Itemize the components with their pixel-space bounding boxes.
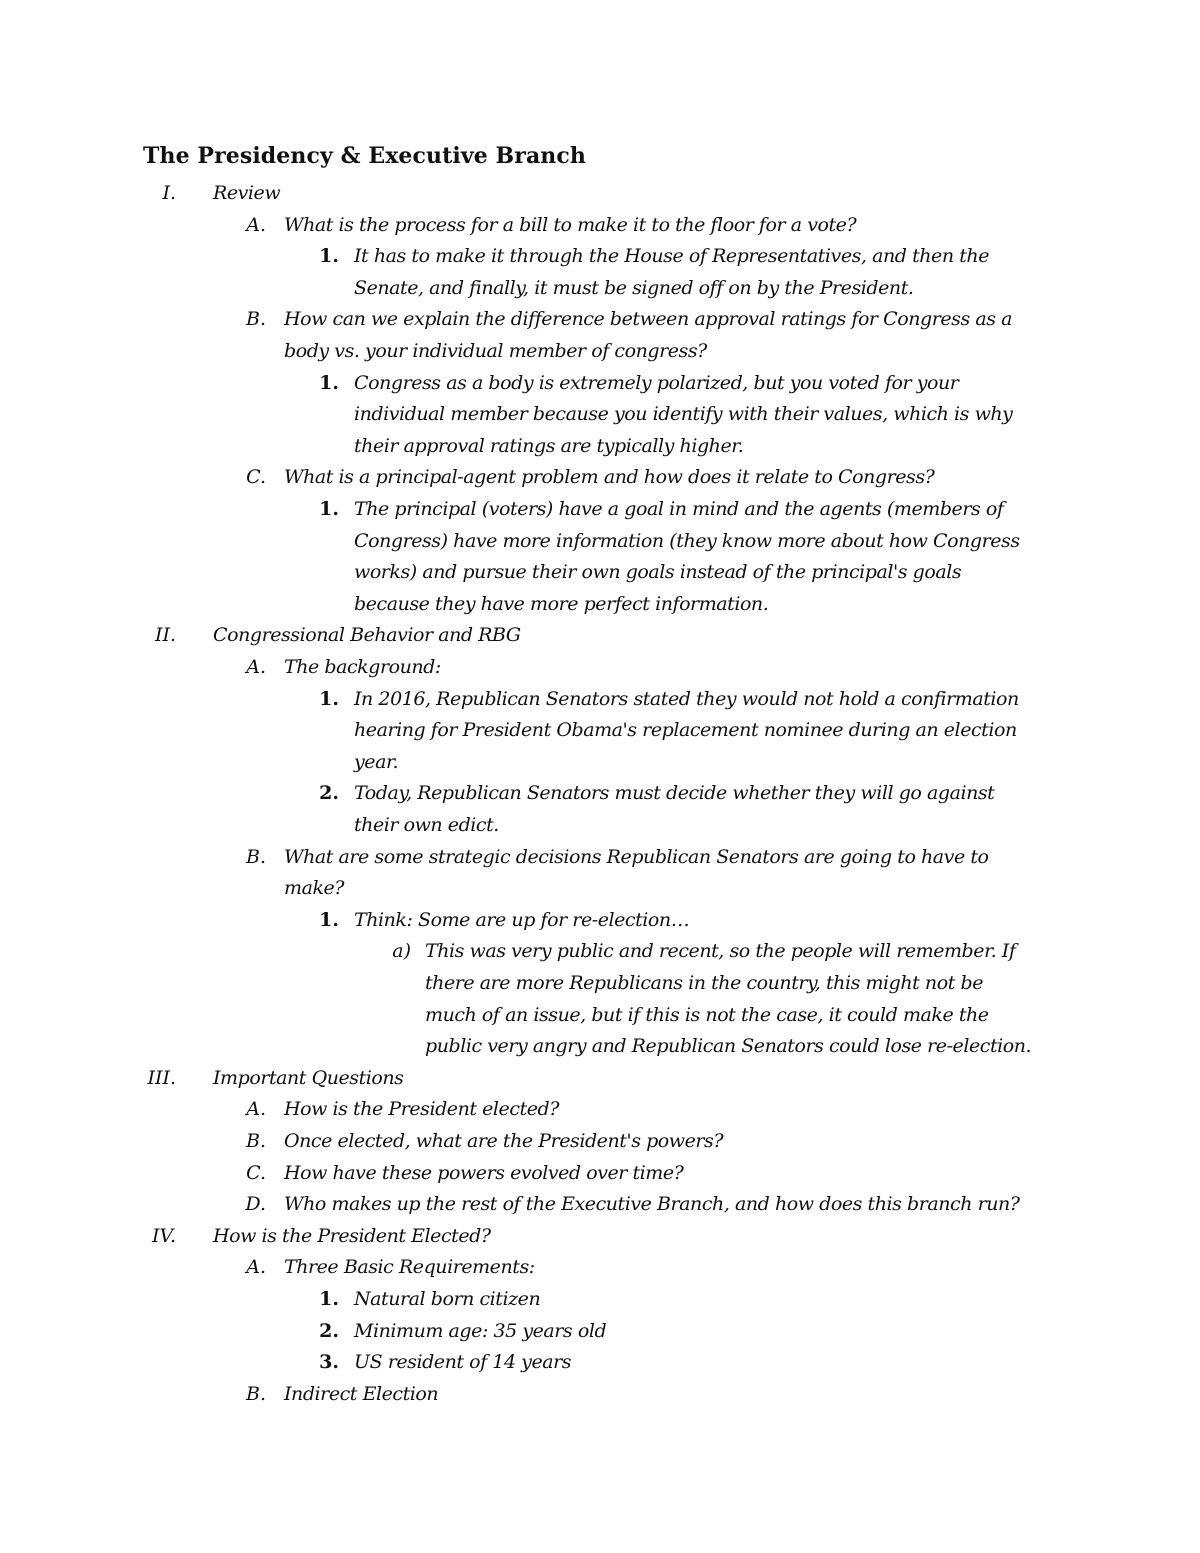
- item-marker: A.: [246, 213, 266, 236]
- item-marker: B.: [245, 845, 266, 868]
- subsubitem-text: much of an issue, but if this is not the case, it could make the: [425, 1003, 989, 1026]
- item-text: What are some strategic decisions Republican Senators are going to have to: [284, 845, 989, 868]
- subsubitem-marker: a): [392, 940, 411, 963]
- subitem-marker: 1.: [319, 371, 339, 394]
- item-marker: C.: [246, 1161, 266, 1184]
- item-marker: A.: [246, 1256, 266, 1279]
- item-text: body vs. your individual member of congress?: [284, 340, 707, 362]
- subitem-text: their own edict.: [354, 814, 499, 836]
- subitem-text: Senate, and finally, it must be signed off on by the President.: [354, 276, 914, 299]
- item-marker: A.: [246, 656, 266, 678]
- subitem-marker: 3.: [319, 1351, 339, 1374]
- item-marker: B.: [245, 1130, 266, 1152]
- item-marker: B.: [245, 1382, 266, 1405]
- subitem-text: Congress as a body is extremely polarized, but you voted for your: [354, 371, 959, 394]
- item-text: Indirect Election: [284, 1382, 439, 1405]
- section-marker: III.: [147, 1066, 176, 1089]
- item-text: The background:: [284, 656, 441, 678]
- subitem-marker: 1.: [319, 498, 339, 520]
- section-marker: II.: [154, 624, 176, 647]
- item-text: What is the process for a bill to make it to the floor for a vote?: [284, 213, 857, 236]
- item-text: Once elected, what are the President's powers?: [284, 1130, 724, 1152]
- subsubitem-text: This was very public and recent, so the people will remember. If: [425, 940, 1016, 963]
- subitem-text: The principal (voters) have a goal in mind and the agents (members of: [354, 498, 1004, 520]
- item-text: What is a principal-agent problem and how does it relate to Congress?: [284, 466, 935, 489]
- subitem-text: Today, Republican Senators must decide whether they will go against: [354, 782, 995, 805]
- subitem-text: their approval ratings are typically higher.: [354, 434, 744, 457]
- subsubitem-text: there are more Republicans in the country, this might not be: [425, 972, 983, 994]
- item-text: How have these powers evolved over time?: [284, 1161, 684, 1184]
- item-marker: B.: [245, 308, 266, 331]
- subitem-text: It has to make it through the House of Representatives, and then the: [354, 245, 989, 268]
- subitem-text: works) and pursue their own goals instead of the principal's goals: [354, 561, 962, 584]
- subitem-marker: 2.: [319, 1319, 339, 1342]
- section-text: Important Questions: [213, 1066, 404, 1089]
- section-marker: IV.: [152, 1224, 176, 1247]
- subitem-text: individual member because you identify with their values, which is why: [354, 403, 1013, 426]
- subitem-text: hearing for President Obama's replacement nominee during an election: [354, 719, 1017, 742]
- subitem-text: year.: [354, 750, 399, 773]
- subitem-text: Minimum age: 35 years old: [354, 1319, 607, 1342]
- item-text: Who makes up the rest of the Executive Branch, and how does this branch run?: [284, 1193, 1020, 1216]
- item-text: make?: [284, 877, 345, 900]
- subitem-text: Natural born citizen: [354, 1288, 541, 1310]
- section-text: Congressional Behavior and RBG: [213, 624, 521, 647]
- subitem-marker: 1.: [319, 908, 339, 931]
- item-marker: C.: [246, 466, 266, 489]
- document-title: The Presidency & Executive Branch: [143, 143, 586, 169]
- subitem-text: In 2016, Republican Senators stated they would not hold a confirmation: [354, 687, 1019, 710]
- subitem-marker: 1.: [319, 1288, 339, 1310]
- subsubitem-text: public very angry and Republican Senators could lose re-election.: [425, 1035, 1032, 1058]
- subitem-marker: 1.: [319, 687, 339, 710]
- subitem-text: Think: Some are up for re-election…: [354, 908, 690, 931]
- section-text: How is the President Elected?: [213, 1224, 491, 1247]
- item-marker: A.: [246, 1098, 266, 1121]
- subitem-marker: 1.: [319, 245, 339, 268]
- subitem-text: because they have more perfect information.: [354, 592, 769, 615]
- subitem-text: US resident of 14 years: [354, 1351, 572, 1374]
- item-text: Three Basic Requirements:: [284, 1256, 535, 1279]
- item-text: How is the President elected?: [284, 1098, 559, 1121]
- item-marker: D.: [245, 1193, 266, 1216]
- item-text: How can we explain the difference between approval ratings for Congress as a: [284, 308, 1012, 331]
- section-text: Review: [213, 182, 281, 204]
- subitem-marker: 2.: [319, 782, 339, 805]
- section-marker: I.: [162, 182, 176, 204]
- subitem-text: Congress) have more information (they know more about how Congress: [354, 529, 1020, 552]
